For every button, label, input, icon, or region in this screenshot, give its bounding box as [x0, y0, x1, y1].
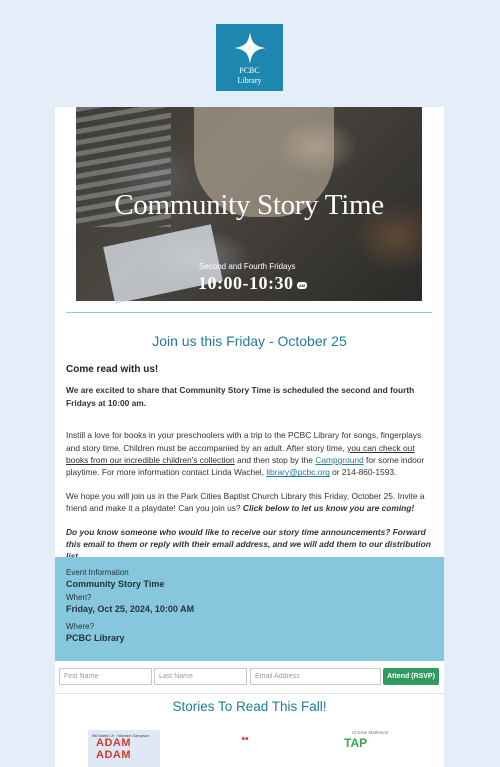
- book3-title: TAP: [344, 736, 368, 750]
- rsvp-form: [55, 661, 444, 694]
- hero-time: 10:00-10:30: [198, 273, 294, 293]
- book3-author: Christie Matheson: [352, 730, 389, 735]
- book-cover-middle[interactable]: [227, 730, 263, 767]
- event-section-label: Event Information: [66, 568, 129, 577]
- invite-text: We hope you will join us in the Park Cities Baptist Church Library this Friday, October 25. Invite a friend and make it a playdate! Can you join us?: [66, 490, 425, 514]
- event-name: Community Story Time: [66, 579, 165, 589]
- hero-banner: [76, 107, 422, 301]
- details-text-3: for some indoor playtime. For more information contact Linda Wachel,: [66, 455, 425, 478]
- email-link[interactable]: library@pcbc.org: [266, 467, 330, 478]
- logo-text-library: Library: [237, 75, 262, 85]
- hero-ampm-badge: AM: [298, 283, 306, 288]
- childrens-collection-link[interactable]: you can check out books from our incredible children's collection: [66, 442, 415, 466]
- event-when: Friday, Oct 25, 2024, 10:00 AM: [66, 604, 195, 614]
- book1-title: ADAM ADAM: [96, 737, 131, 761]
- event-when-label: When?: [66, 593, 92, 602]
- event-where-label: Where?: [66, 622, 95, 631]
- first-name-field[interactable]: [59, 668, 152, 685]
- invite-paragraph: [66, 490, 434, 515]
- invite-emphasis: Click below to let us know you are coming!: [242, 503, 415, 514]
- email-body: [66, 364, 434, 574]
- hero-subtitle: Second and Fourth Fridays: [199, 262, 296, 271]
- divider: [66, 312, 432, 313]
- book-covers-row: [55, 730, 444, 767]
- details-text-1: Instill a love for books in your preschoolers with a trip to the PCBC Library for songs, fingerplays and story time. Children must be accompanied by an adult. After story time,: [66, 430, 422, 453]
- book2-title: ••: [241, 734, 249, 745]
- logo-text-pcbc: PCBC: [239, 65, 260, 75]
- pcbc-library-logo[interactable]: [216, 24, 283, 91]
- attend-rsvp-button[interactable]: Attend (RSVP): [383, 668, 439, 685]
- details-text-2: and then stop by the: [234, 455, 316, 466]
- hero-title: Community Story Time: [114, 189, 384, 221]
- last-name-field[interactable]: [154, 668, 247, 685]
- forward-note: Do you know someone who would like to receive our story time announcements? Forward this email to them or reply with their email address, and we will add them to our distribution: [66, 526, 431, 550]
- stories-heading: Stories To Read This Fall!: [172, 699, 327, 714]
- schedule-text: We are excited to share that Community Story Time is scheduled the second and fourth Fridays at 10:00 am.: [66, 385, 415, 408]
- book-cover-tap[interactable]: [340, 730, 410, 767]
- details-paragraph: [66, 429, 434, 479]
- section-heading: Join us this Friday - October 25: [152, 333, 347, 349]
- campground-link[interactable]: Campground: [315, 455, 364, 466]
- email-field[interactable]: [250, 668, 381, 685]
- book-cover-adam-adam[interactable]: [88, 730, 160, 767]
- details-text-4: or 214-860-1593.: [329, 467, 397, 478]
- book1-author: Bill Martin Jr · Michael Sampson: [92, 733, 150, 738]
- sparkle-star-icon: [233, 31, 267, 65]
- event-info-panel: [55, 557, 444, 661]
- email-card: [55, 107, 444, 767]
- intro-lead: Come read with us!: [66, 364, 159, 375]
- event-where: PCBC Library: [66, 633, 125, 643]
